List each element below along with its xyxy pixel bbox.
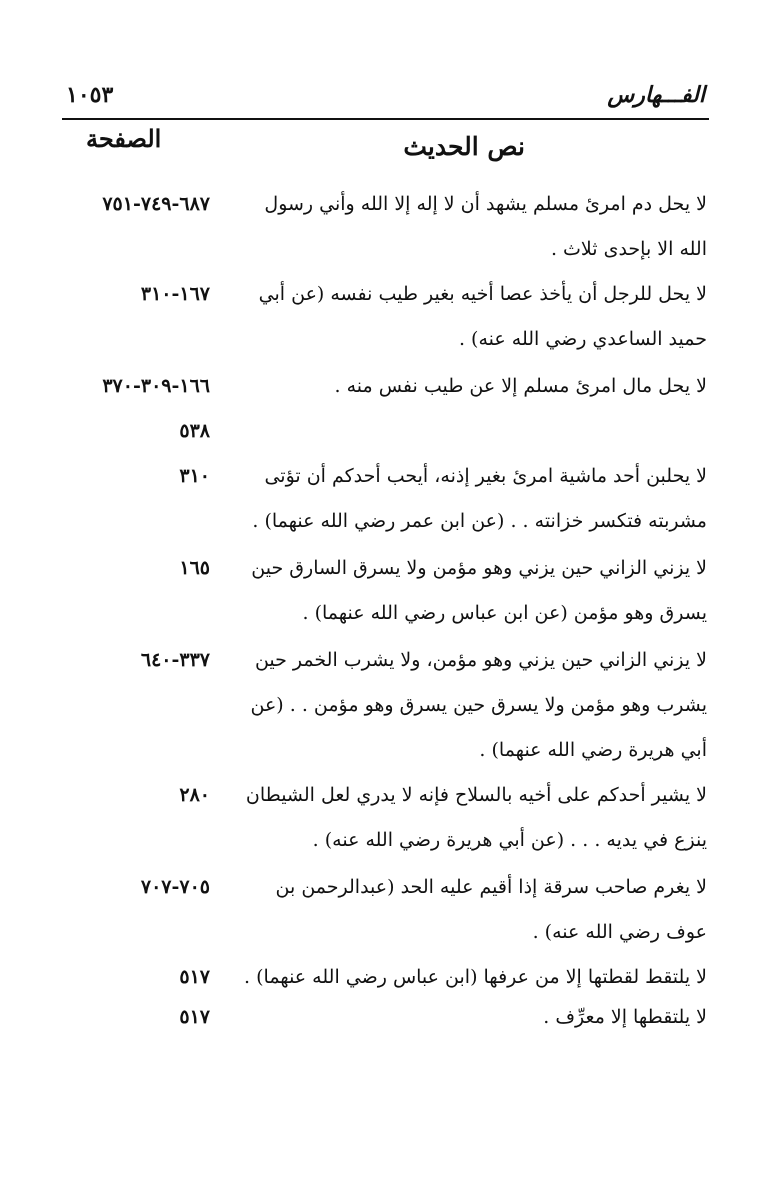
hadith-text: لا يشير أحدكم على أخيه بالسلاح فإنه لا يدري لعل الشيطان ينزع في يديه . . . (عن أبي هريرة رضي الله عنه) . [239, 784, 707, 851]
page-references: ٣٣٧-٦٤٠ [140, 649, 210, 671]
hadith-text: لا يحلبن أحد ماشية امرئ بغير إذنه، أيحب أحدكم أن تؤتى مشربته فتكسر خزانته . . (عن ابن عمر رضي الله عنهما) . [252, 465, 707, 532]
column-heading-page: الصفحة [86, 124, 162, 153]
index-entry [60, 955, 707, 995]
hadith-text: لا يحل مال امرئ مسلم إلا عن طيب نفس منه . [334, 375, 707, 397]
index-entry [60, 995, 707, 1040]
hadith-text: لا يحل للرجل أن يأخذ عصا أخيه بغير طيب نفسه (عن أبي حميد الساعدي رضي الله عنه) . [252, 283, 707, 350]
index-entry [60, 272, 707, 364]
page-references: ٧٠٥-٧٠٧ [140, 876, 210, 898]
hadith-text: لا يلتقطها إلا معرِّف . [543, 1006, 707, 1028]
page-references: ٢٨٠ [179, 784, 210, 806]
index-entry [60, 364, 707, 454]
page-references: ١٦٧-٣١٠ [140, 283, 210, 305]
hadith-text: لا يزني الزاني حين يزني وهو مؤمن، ولا يشرب الخمر حين يشرب وهو مؤمن ولا يسرق حين يسرق وهو مؤمن . . (عن أبي هريرة رضي الله عنهما) . [244, 649, 707, 761]
page-references: ١٦٦-٣٠٩-٣٧٠ ٥٣٨ [102, 375, 210, 442]
page-references: ١٦٥ [179, 557, 210, 579]
hadith-text: لا يلتقط لقطتها إلا من عرفها (ابن عباس رضي الله عنهما) . [244, 966, 707, 988]
hadith-text: لا يزني الزاني حين يزني وهو مؤمن ولا يسرق السارق حين يسرق وهو مؤمن (عن ابن عباس رضي الله عنهما) . [245, 557, 707, 624]
index-entry [60, 773, 707, 865]
index-entry [60, 638, 707, 773]
index-entry [60, 454, 707, 546]
page-references: ٣١٠ [179, 465, 210, 487]
page-references: ٥١٧ [179, 1006, 210, 1028]
section-title: الفـــهارس [607, 82, 705, 108]
hadith-index-list [60, 182, 707, 1040]
hadith-text: لا يحل دم امرئ مسلم يشهد أن لا إله إلا الله وأني رسول الله الا بإحدى ثلاث . [258, 193, 707, 260]
page-number: ١٠٥٣ [66, 82, 114, 108]
column-heading-text: نص الحديث [403, 132, 525, 161]
page-references: ٦٨٧-٧٤٩-٧٥١ [102, 193, 210, 215]
index-entry [60, 865, 707, 955]
index-entry [60, 546, 707, 638]
index-entry [60, 182, 707, 272]
running-head [66, 82, 705, 118]
header-rule [62, 118, 709, 120]
hadith-text: لا يغرم صاحب سرقة إذا أقيم عليه الحد (عبدالرحمن بن عوف رضي الله عنه) . [269, 876, 707, 943]
page-references: ٥١٧ [179, 966, 210, 988]
